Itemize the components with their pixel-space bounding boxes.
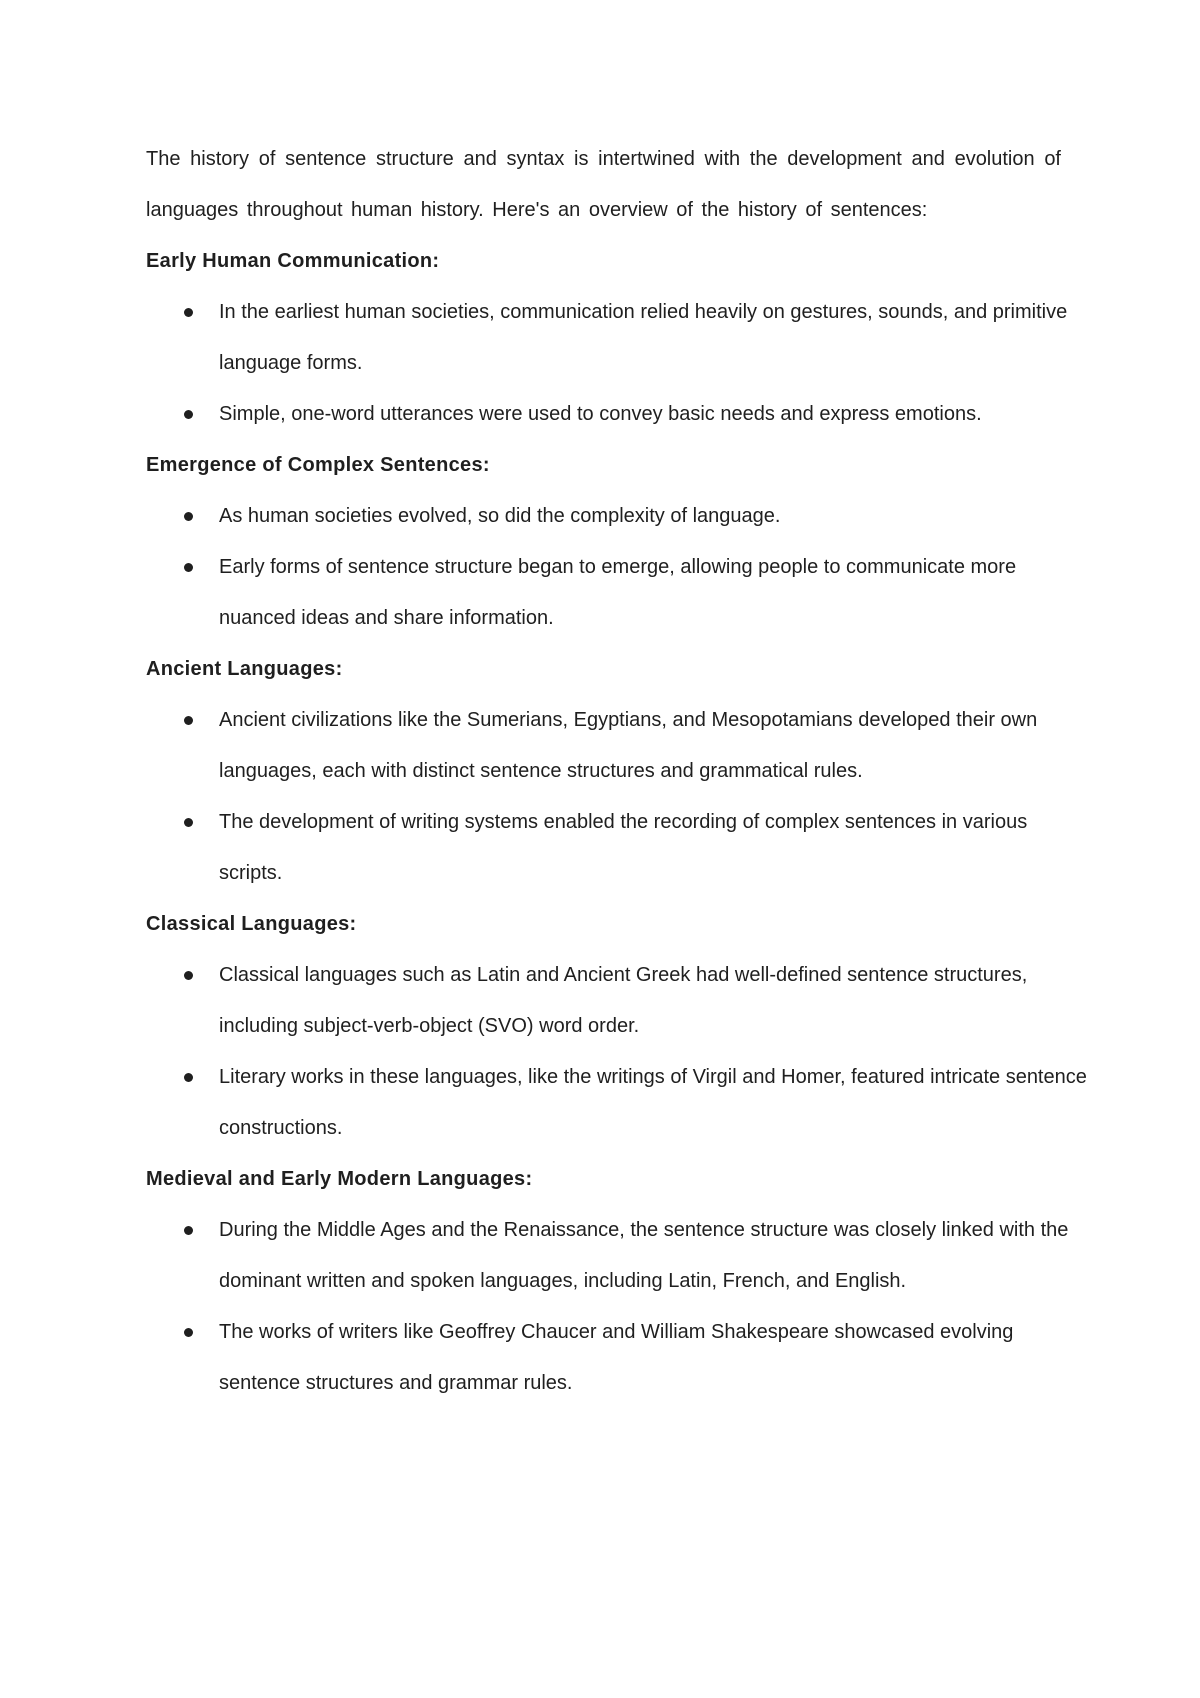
list-item (146, 287, 1068, 389)
list-item-text: Early forms of sentence structure began to emerge, allowing people to communicate more nuanced ideas and share information. (219, 556, 1017, 629)
section-heading: Medieval and Early Modern Languages: (146, 1168, 533, 1190)
list-item-text: In the earliest human societies, communication relied heavily on gestures, sounds, and primitive language forms. (219, 301, 1068, 374)
list-item-text: Simple, one-word utterances were used to convey basic needs and express emotions. (219, 403, 982, 425)
bullet-list (146, 950, 1087, 1154)
list-item (146, 1052, 1087, 1154)
section-heading: Ancient Languages: (146, 658, 343, 680)
list-item-text: Classical languages such as Latin and Ancient Greek had well-defined sentence structures, including subject-verb-object (SVO) word order. (219, 964, 1028, 1037)
list-item-text: During the Middle Ages and the Renaissance, the sentence structure was closely linked with the dominant written and spoken languages, including Latin, French, and English. (219, 1219, 1069, 1292)
list-item (146, 797, 1061, 899)
list-item (146, 389, 1061, 440)
list-item (146, 695, 1061, 797)
section-heading: Classical Languages: (146, 913, 357, 935)
list-item-text: Ancient civilizations like the Sumerians, Egyptians, and Mesopotamians developed their own languages, each with distinct sentence structures and grammatical rules. (219, 709, 1038, 782)
bullet-list (146, 287, 1068, 440)
bullet-icon (184, 308, 193, 317)
bullet-list (146, 491, 1061, 644)
bullet-list (146, 1205, 1069, 1409)
list-item (146, 1307, 1061, 1409)
list-item (146, 491, 1061, 542)
bullet-icon (184, 1073, 193, 1082)
bullet-icon (184, 971, 193, 980)
list-item (146, 542, 1061, 644)
section-heading: Early Human Communication: (146, 250, 440, 272)
list-item-text: The works of writers like Geoffrey Chaucer and William Shakespeare showcased evolving sentence structures and grammar rules. (219, 1321, 1014, 1394)
bullet-icon (184, 716, 193, 725)
bullet-icon (184, 1226, 193, 1235)
intro-paragraph: The history of sentence structure and syntax is intertwined with the development and evolution of languages throughout human history. Here's an overview of the history of sentences: (146, 148, 1061, 221)
document-page (146, 134, 1087, 1409)
list-item-text: Literary works in these languages, like the writings of Virgil and Homer, featured intricate sentence constructions. (219, 1066, 1087, 1139)
list-item-text: As human societies evolved, so did the complexity of language. (219, 505, 781, 527)
bullet-icon (184, 818, 193, 827)
list-item (146, 1205, 1069, 1307)
list-item-text: The development of writing systems enabled the recording of complex sentences in various scripts. (219, 811, 1028, 884)
bullet-icon (184, 410, 193, 419)
bullet-icon (184, 563, 193, 572)
list-item (146, 950, 1061, 1052)
bullet-list (146, 695, 1061, 899)
section-heading: Emergence of Complex Sentences: (146, 454, 490, 476)
bullet-icon (184, 1328, 193, 1337)
bullet-icon (184, 512, 193, 521)
